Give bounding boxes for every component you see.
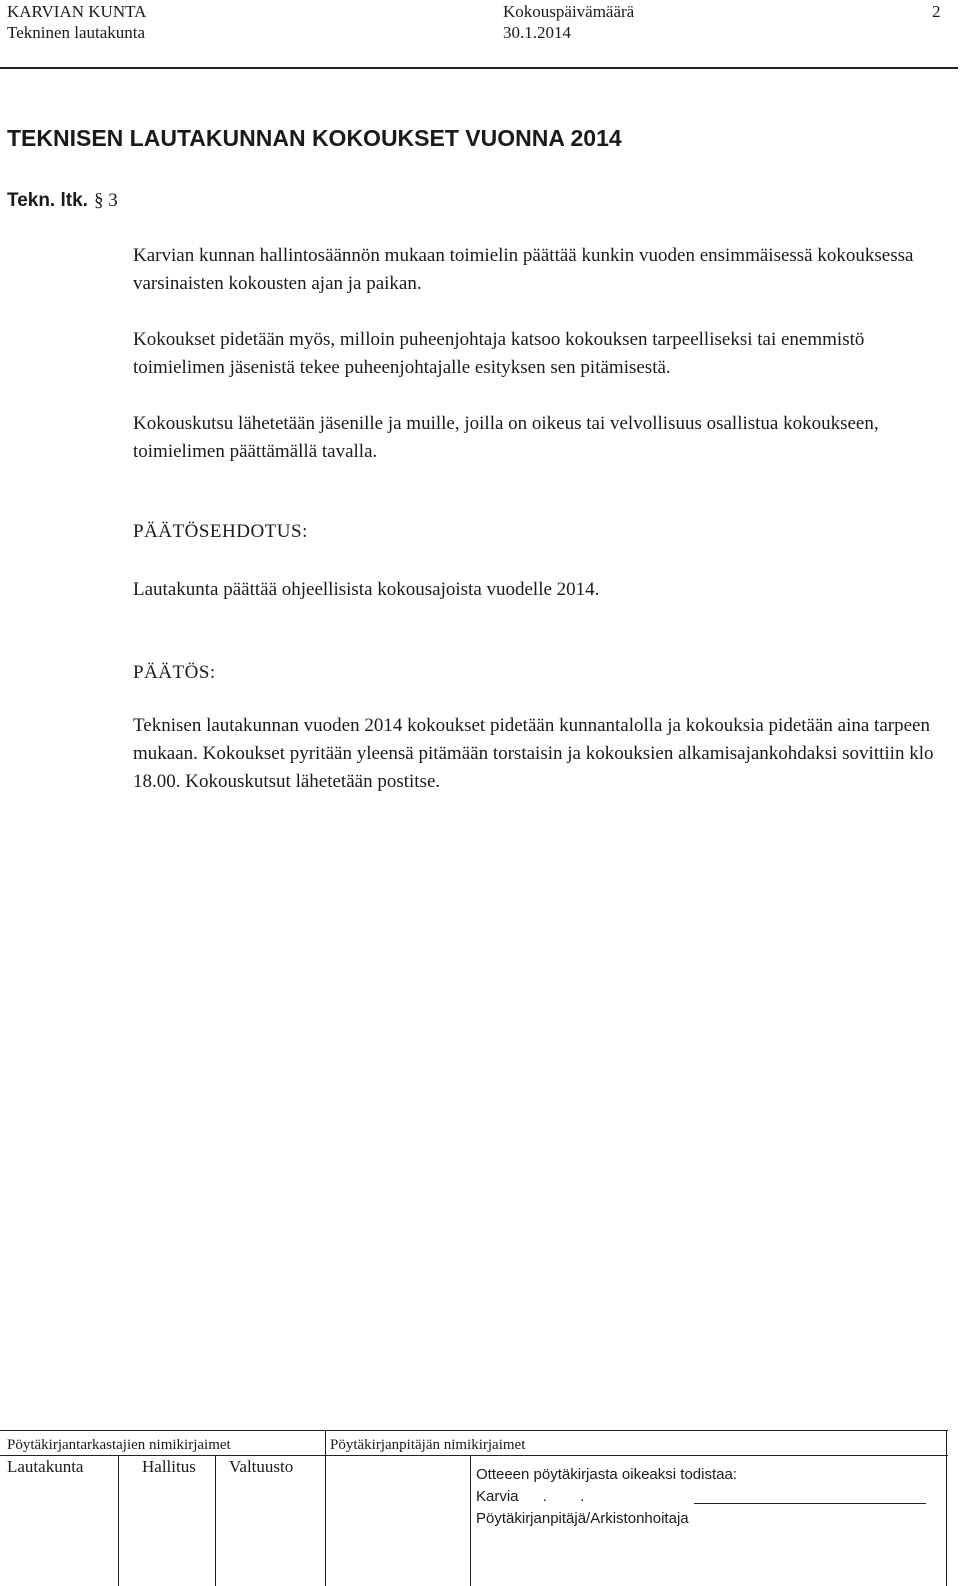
footer-column-divider — [215, 1455, 216, 1586]
footer-right-border — [946, 1430, 947, 1586]
certificate-date-dots: . . — [542, 1488, 585, 1505]
certificate-signer: Pöytäkirjanpitäjä/Arkistonhoitaja — [476, 1510, 689, 1527]
certificate-statement: Otteeen pöytäkirjasta oikeaksi todistaa: — [476, 1466, 737, 1483]
municipality-name: KARVIAN KUNTA — [7, 2, 147, 21]
footer-column-divider — [118, 1455, 119, 1586]
signature-line — [694, 1503, 926, 1504]
footer-column-divider — [470, 1455, 471, 1586]
page-number: 2 — [932, 2, 941, 21]
certificate-place-date — [476, 1486, 946, 1508]
body-paragraph: Kokouskutsu lähetetään jäsenille ja muille, joilla on oikeus tai velvollisuus osallistua kokoukseen, toimielimen päättämällä tavalla. — [133, 413, 879, 462]
header-divider — [0, 67, 958, 69]
footer-top-divider — [0, 1430, 948, 1431]
proposal-text: Lautakunta päättää ohjeellisista kokousajoista vuodelle 2014. — [133, 579, 600, 600]
committee-name: Tekninen lautakunta — [7, 23, 146, 42]
body-valtuusto: Valtuusto — [229, 1457, 294, 1476]
meeting-date: 30.1.2014 — [503, 23, 571, 42]
body-paragraph: Karvian kunnan hallintosäännön mukaan toimielin päättää kunkin vuoden ensimmäisessä kokouksessa varsinaisten kokousten ajan ja paikan. — [133, 245, 914, 294]
document-title: TEKNISEN LAUTAKUNNAN KOKOUKSET VUONNA 2014 — [7, 125, 622, 151]
certificate-block — [476, 1464, 946, 1530]
section-label: Tekn. ltk. — [7, 190, 88, 211]
section-reference — [7, 189, 118, 213]
body-paragraph: Kokoukset pidetään myös, milloin puheenjohtaja katsoo kokouksen tarpeelliseksi tai enemmistö toimielimen jäsenistä tekee puheenjohtajalle esityksen sen pitämisestä. — [133, 329, 865, 378]
inspectors-initials-label: Pöytäkirjantarkastajien nimikirjaimet — [7, 1437, 231, 1453]
secretary-initials-label: Pöytäkirjanpitäjän nimikirjaimet — [330, 1437, 526, 1453]
meeting-date-label: Kokouspäivämäärä — [503, 2, 635, 21]
section-number: § 3 — [93, 190, 118, 211]
footer-second-divider — [0, 1455, 948, 1456]
body-lautakunta: Lautakunta — [7, 1457, 84, 1476]
body-hallitus: Hallitus — [142, 1457, 196, 1476]
footer-column-divider — [325, 1430, 326, 1586]
decision-text: Teknisen lautakunnan vuoden 2014 kokoukset pidetään kunnantalolla ja kokouksia pidetään aina tarpeen mukaan. Kokoukset pyritään yleensä pitämään torstaisin ja kokouksien alkamisajankohdaksi sovittiin klo 18.00. Kokouskutsut lähetetään postitse. — [133, 715, 934, 792]
decision-heading: PÄÄTÖS: — [133, 662, 216, 683]
proposal-heading: PÄÄTÖSEHDOTUS: — [133, 521, 308, 542]
certificate-place: Karvia — [476, 1488, 519, 1505]
